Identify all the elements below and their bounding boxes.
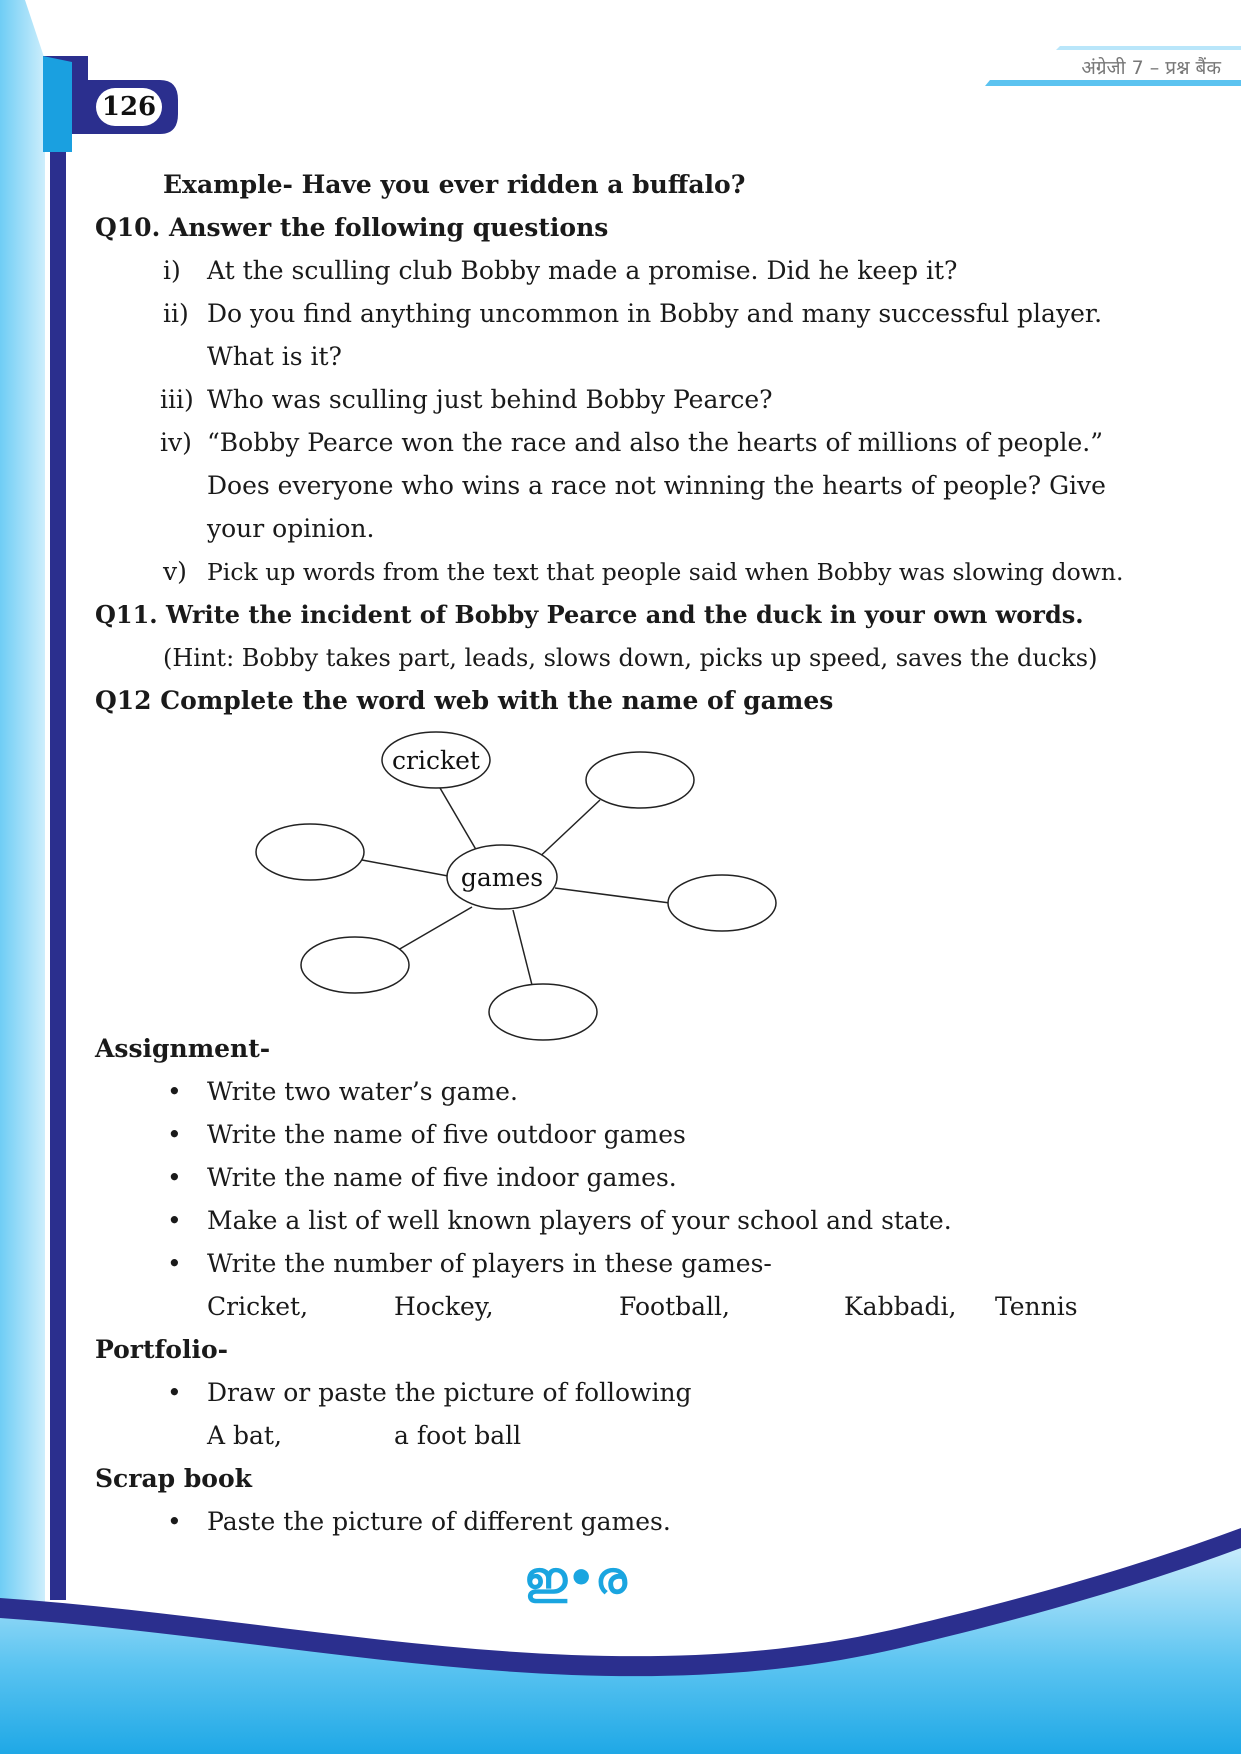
game-name: Tennis (995, 1292, 1078, 1321)
q10-item-text: Who was sculling just behind Bobby Pearce? (207, 385, 773, 414)
web-link (398, 907, 472, 950)
q10-item-num: iii) (160, 385, 194, 414)
bullet: • (167, 1507, 182, 1536)
game-name: Football, (619, 1292, 730, 1321)
q10-item-text: What is it? (207, 342, 342, 371)
scrapbook-heading: Scrap book (95, 1464, 252, 1493)
web-link (440, 788, 478, 853)
web-link (513, 910, 532, 985)
q10-item-num: ii) (163, 299, 189, 328)
web-center-label: games (460, 863, 544, 892)
web-node-empty (668, 875, 776, 931)
portfolio-item: Draw or paste the picture of following (207, 1378, 692, 1407)
web-link (533, 800, 600, 863)
q10-item-num: iv) (160, 428, 192, 457)
assignment-item: Write two water’s game. (207, 1077, 518, 1106)
q10-item-num: i) (163, 256, 181, 285)
footer-ornament: ഇ•ര (524, 1553, 627, 1604)
game-name: Hockey, (394, 1292, 494, 1321)
portfolio-heading: Portfolio- (95, 1335, 228, 1364)
q10-item-text: At the sculling club Bobby made a promise. Did he keep it? (207, 256, 958, 285)
assignment-item: Make a list of well known players of your school and state. (207, 1206, 952, 1235)
web-link (555, 888, 670, 903)
q10-item-text: your opinion. (207, 514, 375, 543)
web-link (362, 860, 448, 876)
q10-item-text: Does everyone who wins a race not winning the hearts of people? Give (207, 471, 1106, 500)
game-name: Kabbadi, (844, 1292, 957, 1321)
q10-item-num: v) (163, 557, 187, 586)
bullet: • (167, 1120, 182, 1149)
q10-item-text: “Bobby Pearce won the race and also the hearts of millions of people.” (207, 428, 1103, 457)
portfolio-thing: a foot ball (394, 1421, 522, 1450)
game-name: Cricket, (207, 1292, 309, 1321)
page-number: 126 (96, 88, 162, 126)
example-question: Example- Have you ever ridden a buffalo? (163, 170, 746, 199)
q10-item-text: Do you find anything uncommon in Bobby and many successful player. (207, 299, 1103, 328)
q10-title: Q10. Answer the following questions (95, 213, 609, 242)
web-node-empty (301, 937, 409, 993)
running-title: अंग्रेजी 7 – प्रश्न बैंक (1081, 57, 1221, 79)
bullet: • (167, 1378, 182, 1407)
portfolio-thing: A bat, (207, 1421, 282, 1450)
assignment-item: Write the number of players in these games- (207, 1249, 772, 1278)
q10-item-text: Pick up words from the text that people said when Bobby was slowing down. (207, 558, 1124, 586)
q11-hint: (Hint: Bobby takes part, leads, slows down, picks up speed, saves the ducks) (163, 644, 1098, 672)
web-node-empty (489, 984, 597, 1040)
bullet: • (167, 1077, 182, 1106)
q11-title: Q11. Write the incident of Bobby Pearce and the duck in your own words. (95, 600, 1084, 629)
bullet: • (167, 1249, 182, 1278)
bullet: • (167, 1206, 182, 1235)
bullet: • (167, 1163, 182, 1192)
web-node-empty (256, 824, 364, 880)
assignment-item: Write the name of five outdoor games (207, 1120, 686, 1149)
assignment-item: Write the name of five indoor games. (207, 1163, 677, 1192)
assignment-heading: Assignment- (95, 1034, 271, 1063)
scrapbook-item: Paste the picture of different games. (207, 1507, 671, 1536)
web-node-empty (586, 752, 694, 808)
q12-title: Q12 Complete the word web with the name of games (95, 686, 834, 715)
web-node-label: cricket (392, 746, 480, 775)
